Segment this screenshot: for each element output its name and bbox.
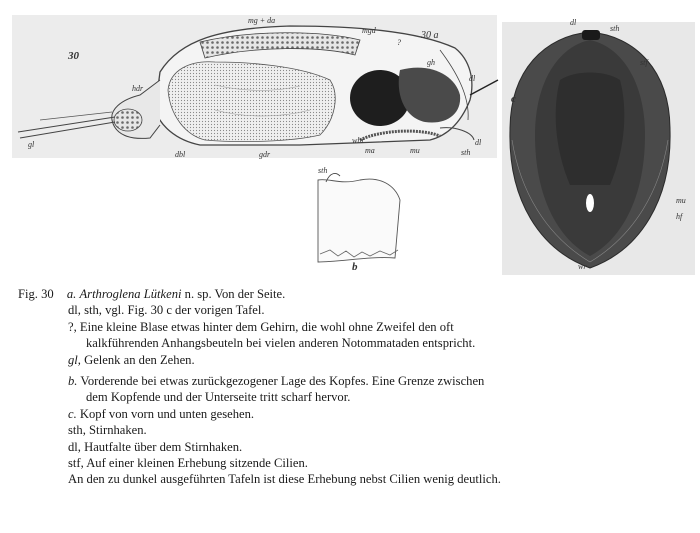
- label-sth: sth: [461, 148, 471, 157]
- caption-line-dl-2: dl, Hautfalte über dem Stirnhaken.: [68, 439, 243, 454]
- panel-b-drawing: [318, 174, 400, 262]
- caption-a-label: a.: [66, 287, 77, 301]
- caption-line-dl: dl, sth, vgl. Fig. 30 c der vorigen Tafel.: [68, 303, 265, 318]
- label-c-stf: stf: [640, 58, 648, 67]
- caption-line-b2: dem Kopfende und der Unterseite tritt scharf hervor.: [86, 390, 351, 405]
- label-c-mu: mu: [676, 196, 686, 205]
- caption-b-text-1: Vorderende bei etwas zurückgezogener Lage des Kopfes. Eine Grenze zwischen: [77, 374, 485, 389]
- label-c-wr: wr: [578, 262, 587, 271]
- label-b-sth: sth: [318, 166, 328, 175]
- label-c-sth: sth: [610, 24, 620, 33]
- figure-caption: [18, 286, 678, 488]
- caption-line-q1: ?, Eine kleine Blase etwas hinter dem Gehirn, die wohl ohne Zweifel den oft: [68, 319, 454, 334]
- label-dl: dl: [469, 74, 476, 83]
- caption-line-b1: [18, 373, 678, 389]
- label-mg-da: mg + da: [248, 16, 276, 25]
- label-mu: mu: [410, 146, 420, 155]
- caption-line-last: An den zu dunkel ausgeführten Tafeln ist diese Erhebung nebst Cilien wenig deutlich.: [68, 472, 501, 487]
- caption-species-name: Arthroglena Lütkeni: [79, 287, 182, 301]
- label-hdr: hdr: [132, 84, 144, 93]
- panel-c-letter: c: [511, 93, 516, 105]
- label-wbr: wbr: [352, 136, 365, 145]
- caption-a-rest: n. sp. Von der Seite.: [184, 287, 286, 301]
- caption-c-text: Kopf von vorn und unten gesehen.: [76, 406, 255, 421]
- caption-c-label: c.: [68, 406, 77, 421]
- label-dl-2: dl: [475, 138, 482, 147]
- caption-fig-number: Fig. 30: [18, 287, 54, 301]
- panel-c-drawing: [502, 22, 695, 275]
- label-c-dl: dl: [570, 18, 577, 27]
- label-dbl: dbl: [175, 150, 186, 159]
- panel-b-letter: b: [352, 261, 358, 273]
- label-gh: gh: [427, 58, 435, 67]
- caption-line-a: [18, 286, 678, 302]
- caption-gl-text: Gelenk an den Zehen.: [80, 352, 195, 367]
- label-question: ?: [397, 38, 401, 47]
- caption-line-q2: kalkführenden Anhangsbeuteln bei vielen anderen Notommataden entspricht.: [86, 336, 476, 351]
- label-c-hf: hf: [676, 212, 683, 221]
- caption-gl-label: gl,: [68, 352, 81, 367]
- caption-line-stf: stf, Auf einer kleinen Erhebung sitzende Cilien.: [68, 456, 308, 471]
- fig-30a-label: 30 a: [421, 30, 439, 41]
- label-ma: ma: [365, 146, 375, 155]
- caption-line-c: [18, 406, 678, 422]
- label-gdr: gdr: [259, 150, 271, 159]
- label-gl: gl: [28, 140, 35, 149]
- label-mgd: mgd: [362, 26, 376, 35]
- caption-line-gl: [18, 352, 678, 368]
- caption-line-sth: sth, Stirnhaken.: [68, 423, 147, 438]
- caption-b-label: b.: [68, 374, 78, 389]
- fig-number-label: 30: [68, 50, 79, 62]
